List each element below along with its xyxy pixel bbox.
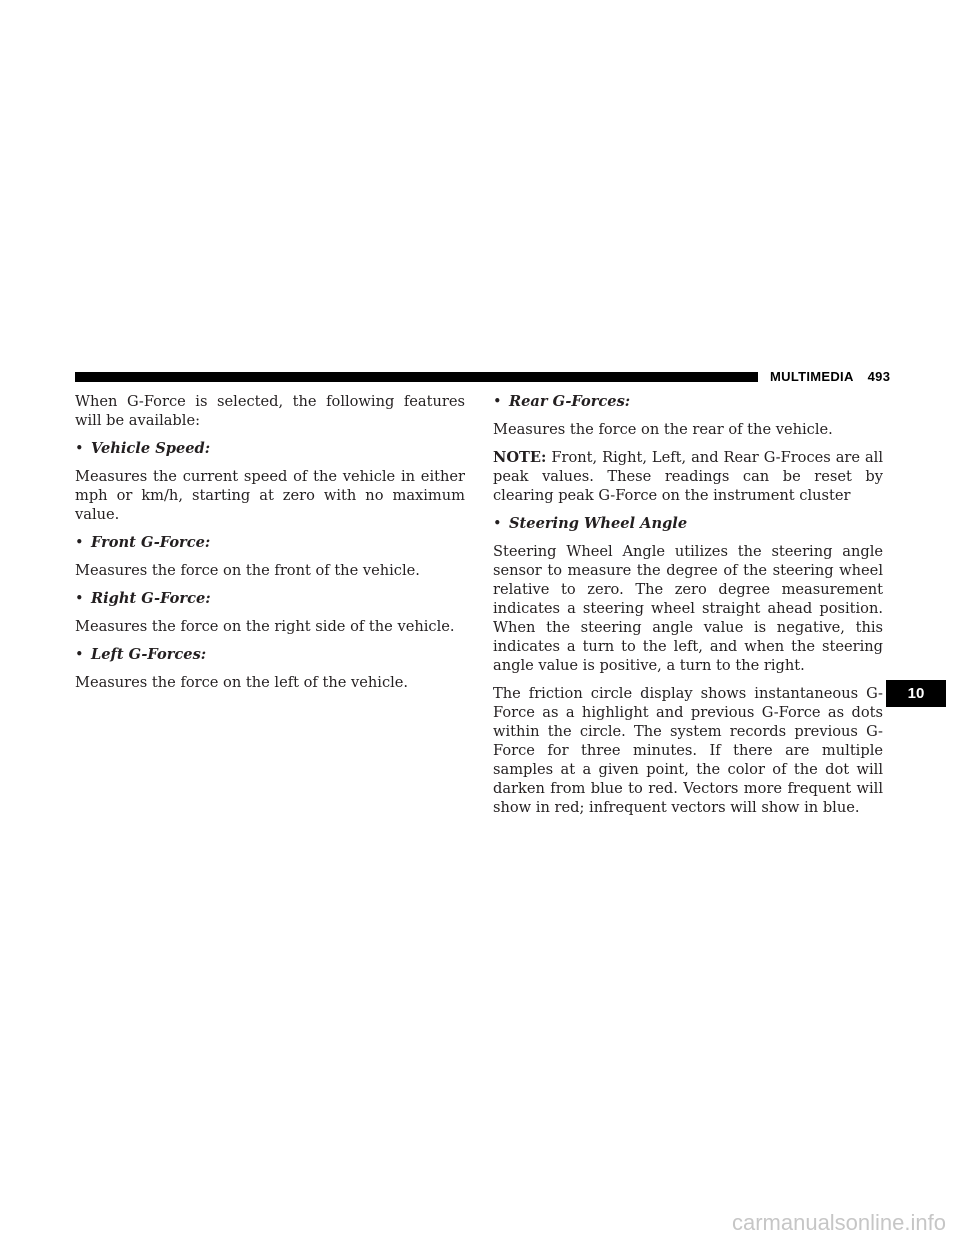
section-title: MULTIMEDIA (770, 369, 854, 384)
note-paragraph (493, 448, 883, 505)
list-item (493, 514, 883, 533)
bullet-icon: • (75, 646, 84, 663)
intro-paragraph: When G-Force is selected, the following features will be available: (75, 393, 465, 429)
chapter-tab: 10 (886, 680, 946, 707)
bullet-icon: • (75, 440, 84, 457)
feature-description: Measures the force on the left of the vehicle. (75, 674, 409, 691)
right-column (493, 392, 883, 826)
page-number: 493 (867, 369, 891, 384)
list-item (75, 439, 465, 458)
bullet-icon: • (493, 515, 502, 532)
feature-label: Left G-Forces: (91, 646, 207, 663)
feature-description: Measures the current speed of the vehicle in either mph or km/h, starting at zero with no maximum value. (75, 468, 465, 523)
feature-label: Rear G-Forces: (509, 393, 631, 410)
feature-label: Steering Wheel Angle (509, 515, 688, 532)
note-text: Front, Right, Left, and Rear G-Froces are all peak values. These readings can be reset by clearing peak G-Force on the instrument cluster (493, 449, 883, 504)
bullet-icon: • (75, 590, 84, 607)
header-rule (75, 372, 758, 382)
friction-circle-paragraph: The friction circle display shows instantaneous G-Force as a highlight and previous G-Force as dots within the circle. The system records previous G-Force for three minutes. If there are multiple samples at a given point, the color of the dot will darken from blue to red. Vectors more frequent will show in red; infrequent vectors will show in blue. (493, 685, 883, 816)
feature-label: Vehicle Speed: (91, 440, 211, 457)
list-item (493, 392, 883, 411)
list-item (75, 533, 465, 552)
note-label: NOTE: (493, 449, 547, 466)
feature-description: Measures the force on the front of the vehicle. (75, 562, 420, 579)
feature-description: Measures the force on the right side of the vehicle. (75, 618, 455, 635)
bullet-icon: • (75, 534, 84, 551)
feature-label: Front G-Force: (91, 534, 211, 551)
list-item (75, 589, 465, 608)
bullet-icon: • (493, 393, 502, 410)
watermark: carmanualsonline.info (731, 1210, 946, 1235)
left-column (75, 392, 465, 701)
running-header (770, 369, 890, 384)
feature-label: Right G-Force: (91, 590, 211, 607)
feature-description: Steering Wheel Angle utilizes the steering angle sensor to measure the degree of the steering wheel relative to zero. The zero degree measurement indicates a steering wheel straight ahead position. When the steering angle value is negative, this indicates a turn to the left, and when the steering angle value is positive, a turn to the right. (493, 543, 883, 674)
list-item (75, 645, 465, 664)
feature-description: Measures the force on the rear of the vehicle. (493, 421, 833, 438)
